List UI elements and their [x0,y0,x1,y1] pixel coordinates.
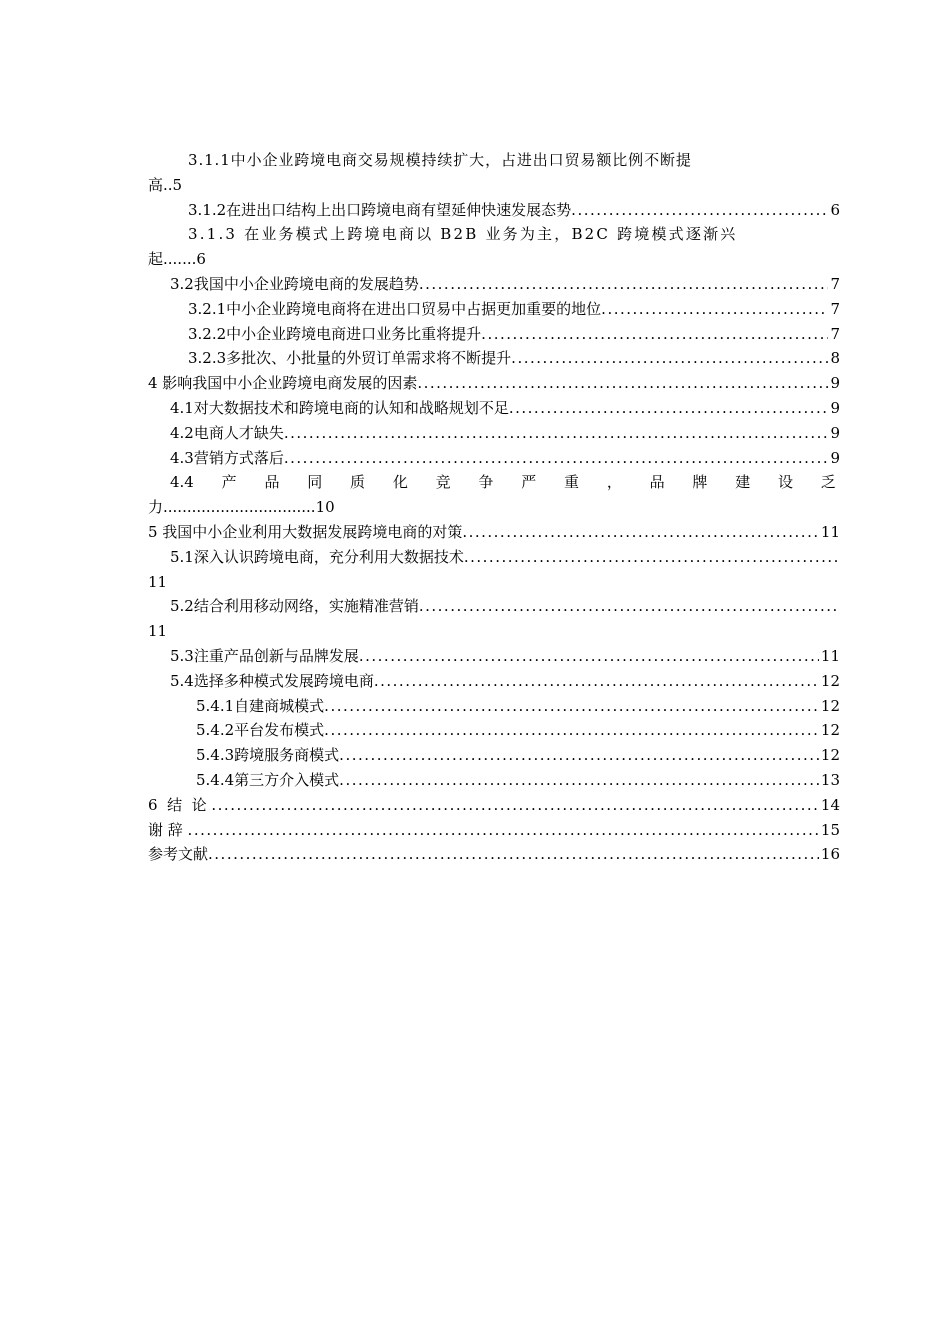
toc-page-number: 7 [830,324,840,343]
toc-page-number: 12 [820,671,840,690]
toc-entry-5-2-page[interactable] [148,619,840,644]
toc-page-number: 8 [830,349,840,368]
toc-entry-word: 乏 [820,473,836,492]
toc-leader-dots [339,768,819,793]
toc-entry-word: 品 [649,473,665,492]
toc-entry-text: 起.......6 [148,250,206,269]
toc-entry-5-2[interactable] [148,594,840,619]
toc-entry-5-3[interactable] [148,644,840,669]
toc-entry-title: 3.1.2在进出口结构上出口跨境电商有望延伸快速发展态势 [188,200,572,219]
toc-entry-4-4[interactable] [148,470,840,495]
toc-entry-word: 4.4 [170,473,194,492]
toc-entry-references[interactable] [148,842,840,867]
toc-entry-3-1-1-continued[interactable] [148,173,840,198]
toc-entry-text: 3.1.1中小企业跨境电商交易规模持续扩大，占进出口贸易额比例不断提 [188,151,692,169]
toc-page-number: 12 [820,696,840,715]
toc-entry-3-2[interactable] [148,272,840,297]
toc-leader-dots [339,743,819,768]
toc-entry-3-2-3[interactable] [148,346,840,371]
toc-entry-3-1-3-continued[interactable] [148,247,840,272]
toc-entry-acknowledgements[interactable] [148,818,840,843]
toc-page-number: 14 [820,795,840,814]
toc-entry-word: 品 [264,473,280,492]
toc-entry-title: 3.2.1中小企业跨境电商将在进出口贸易中占据更加重要的地位 [188,299,602,318]
toc-entry-word: ， [606,473,622,492]
toc-entry-title: 3.2我国中小企业跨境电商的发展趋势 [170,274,419,293]
toc-leader-dots [511,346,828,371]
toc-entry-5-1[interactable] [148,545,840,570]
toc-entry-title: 5.4.4第三方介入模式 [196,770,340,789]
toc-entry-5-1-page[interactable] [148,570,840,595]
toc-entry-text: 力................................10 [148,498,335,517]
toc-leader-dots [571,198,828,223]
toc-entry-3-1-1[interactable] [148,148,840,173]
toc-entry-title: 4.2电商人才缺失 [170,423,284,442]
toc-entry-word: 建 [735,473,751,492]
toc-page-number: 9 [830,423,840,442]
toc-entry-4-3[interactable] [148,446,840,471]
toc-leader-dots [462,520,819,545]
toc-page-number: 11 [820,522,840,541]
toc-entry-title: 4 影响我国中小企业跨境电商发展的因素 [148,374,418,393]
toc-entry-3-2-1[interactable] [148,297,840,322]
toc-entry-text: 3.1.3 在业务模式上跨境电商以 B2B 业务为主，B2C 跨境模式逐渐兴 [188,225,738,244]
toc-leader-dots [324,718,819,743]
toc-leader-dots [509,396,829,421]
toc-entry-word: 产 [221,473,237,492]
toc-entry-word: 化 [392,473,408,492]
toc-leader-dots [188,818,819,843]
toc-entry-title: 4.1对大数据技术和跨境电商的认知和战略规划不足 [170,398,509,417]
toc-entry-4-2[interactable] [148,421,840,446]
toc-leader-dots [464,545,840,570]
toc-leader-dots [374,669,819,694]
toc-entry-5-4-4[interactable] [148,768,840,793]
toc-leader-dots [419,272,829,297]
toc-entry-title: 6 结 论 [148,795,212,814]
toc-entry-word: 重 [564,473,580,492]
toc-entry-title: 5.4选择多种模式发展跨境电商 [170,671,374,690]
toc-page-number: 16 [820,845,840,864]
toc-entry-text: 高..5 [148,175,183,194]
toc-entry-title: 4.3营销方式落后 [170,448,284,467]
toc-entry-title: 5.2结合利用移动网络，实施精准营销 [170,597,419,616]
toc-page-number: 15 [820,820,840,839]
toc-page-number: 6 [830,200,840,219]
toc-entry-4-4-continued[interactable] [148,495,840,520]
toc-page-number: 11 [148,572,168,591]
toc-page-number: 9 [830,448,840,467]
toc-leader-dots [417,371,828,396]
table-of-contents [148,148,840,867]
toc-page-number: 12 [820,746,840,765]
toc-entry-3-1-3[interactable] [148,222,840,247]
toc-entry-word: 争 [478,473,494,492]
toc-leader-dots [419,594,840,619]
toc-page-number: 7 [830,299,840,318]
toc-entry-3-1-2[interactable] [148,198,840,223]
toc-leader-dots [211,793,819,818]
toc-entry-4[interactable] [148,371,840,396]
toc-page-number: 11 [148,622,168,641]
toc-page-number: 7 [830,274,840,293]
toc-page-number: 9 [830,374,840,393]
toc-page-number: 9 [830,398,840,417]
toc-entry-word: 设 [778,473,794,492]
toc-entry-title: 3.2.2中小企业跨境电商进口业务比重将提升 [188,324,482,343]
toc-entry-title: 3.2.3多批次、小批量的外贸订单需求将不断提升 [188,349,512,368]
toc-entry-6[interactable] [148,793,840,818]
toc-entry-4-1[interactable] [148,396,840,421]
toc-entry-title: 5.3注重产品创新与品牌发展 [170,646,359,665]
toc-leader-dots [284,421,829,446]
toc-leader-dots [601,297,828,322]
toc-leader-dots [359,644,819,669]
toc-page-number: 11 [820,646,840,665]
toc-entry-word: 严 [521,473,537,492]
toc-leader-dots [481,322,828,347]
toc-entry-5-4-3[interactable] [148,743,840,768]
toc-entry-5[interactable] [148,520,840,545]
toc-entry-title: 5.4.1自建商城模式 [196,696,325,715]
toc-entry-word: 质 [350,473,366,492]
toc-entry-title: 5 我国中小企业利用大数据发展跨境电商的对策 [148,522,463,541]
toc-entry-5-4-1[interactable] [148,694,840,719]
toc-entry-title: 5.4.2平台发布模式 [196,721,325,740]
toc-entry-word: 竞 [435,473,451,492]
toc-leader-dots [324,694,819,719]
toc-page-number: 13 [820,770,840,789]
toc-entry-word: 牌 [692,473,708,492]
toc-entry-title: 谢 辞 [148,820,188,839]
toc-leader-dots [284,446,829,471]
toc-entry-5-4-2[interactable] [148,718,840,743]
toc-entry-title: 参考文献 [148,845,209,864]
toc-entry-word: 同 [307,473,323,492]
toc-entry-5-4[interactable] [148,669,840,694]
toc-entry-3-2-2[interactable] [148,322,840,347]
toc-entry-title: 5.1深入认识跨境电商，充分利用大数据技术 [170,547,464,566]
toc-entry-title: 5.4.3跨境服务商模式 [196,746,340,765]
toc-page-number: 12 [820,721,840,740]
toc-leader-dots [208,842,819,867]
